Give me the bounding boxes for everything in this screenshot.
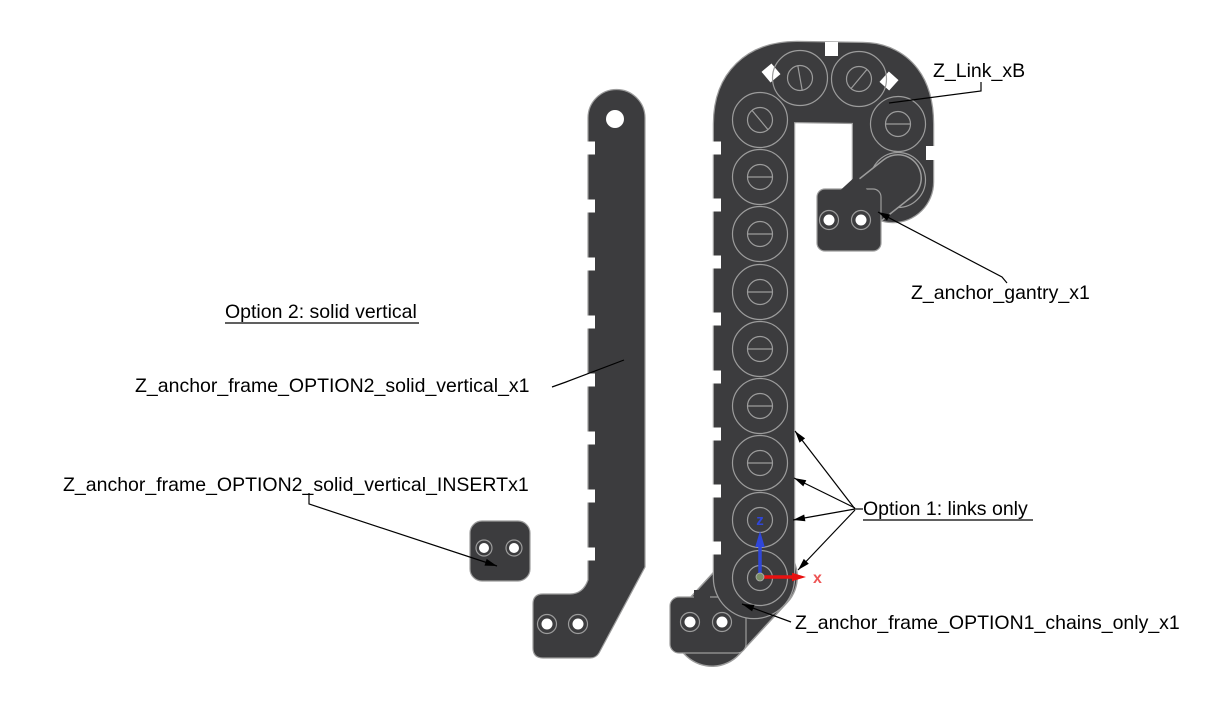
label-option1-frame: Z_anchor_frame_OPTION1_chains_only_x1 — [795, 612, 1180, 634]
z-axis-label: z — [756, 512, 764, 529]
x-axis-arrowhead-icon — [792, 573, 806, 581]
label-option1-heading: Option 1: links only — [863, 498, 1028, 520]
label-option2-frame: Z_anchor_frame_OPTION2_solid_vertical_x1 — [135, 375, 530, 397]
gantry-anchor-part — [817, 175, 898, 251]
origin-dot — [756, 573, 764, 581]
label-option2-heading: Option 2: solid vertical — [225, 301, 417, 323]
label-z-anchor-gantry: Z_anchor_gantry_x1 — [911, 282, 1090, 304]
arrowhead-icon — [794, 478, 806, 486]
option2-insert-part — [470, 521, 530, 581]
leader-option2-insert — [309, 493, 497, 566]
leader-gantry-anchor — [878, 212, 1007, 283]
label-z-link: Z_Link_xB — [933, 60, 1026, 82]
label-option2-insert: Z_anchor_frame_OPTION2_solid_vertical_INSERTx1 — [63, 474, 529, 496]
option2-bar-top-hole — [606, 110, 624, 128]
x-axis-label: x — [813, 570, 822, 587]
arrowhead-icon — [795, 431, 805, 443]
cable-chain-links — [707, 42, 941, 606]
leader-option1-links — [793, 431, 863, 570]
